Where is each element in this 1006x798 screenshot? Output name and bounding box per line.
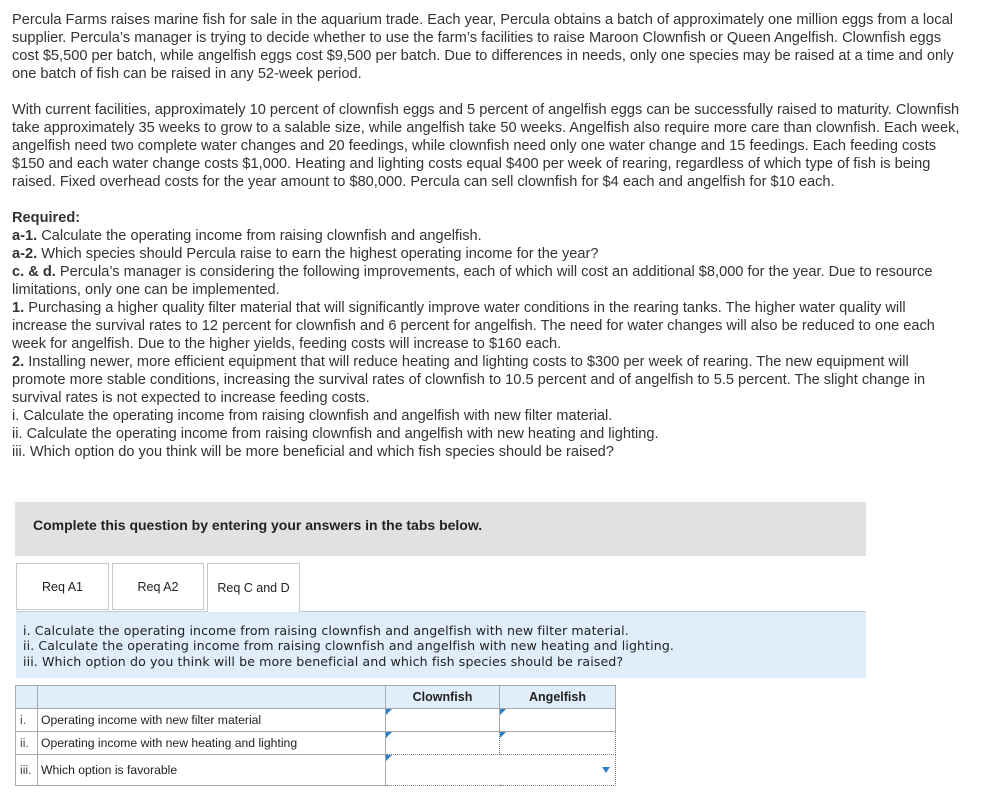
cd-label: c. & d. [12,264,56,280]
tab-instructions-panel [16,612,866,678]
required-section [12,209,962,461]
instruction-banner [15,502,866,556]
table-row [16,709,616,732]
item2-text: Installing newer, more efficient equipment that will reduce heating and lighting costs to $300 per week of rearing. The new equipment will promote more stable conditions, increasing the survival rates of clownfish to 10.5 percent and of angelfish to 5.5 percent. The slight change in survival rates is not expected to increase feeding costs. [12,354,926,406]
improvement-2 [12,353,962,407]
row-number: ii. [16,732,38,755]
filter-clownfish-input[interactable] [386,709,499,731]
table-header-row [16,686,616,709]
instruction-line-i: i. Calculate the operating income from raising clownfish and angelfish with new filter material. [23,623,629,638]
a1-label: a-1. [12,228,38,244]
filter-clownfish-cell [386,709,500,732]
tab-req-a1[interactable]: Req A1 [16,563,109,610]
required-a2 [12,245,962,263]
problem-paragraph-1: Percula Farms raises marine fish for sale in the aquarium trade. Each year, Percula obtains a batch of approximately one million eggs from a local supplier. Percula’s manager is trying to decide whether to use the farm’s facilities to raise Maroon Clownfish or Queen Angelfish. Clownfish eggs cost $5,500 per batch, while angelfish eggs cost $9,500 per batch. Due to differences in needs, only one species may be raised at a time and only one batch of fish can be raised in any 52-week period. [12,12,954,82]
row-number: i. [16,709,38,732]
header-angelfish: Angelfish [500,686,616,709]
cd-text: Percula’s manager is considering the following improvements, each of which will cost an additional $8,000 for the year. Due to resource limitations, only one can be implemented. [12,264,933,298]
row-label: Which option is favorable [38,755,386,786]
problem-text [12,11,962,461]
tab-bar [16,563,864,612]
favorable-option-select[interactable] [386,755,615,785]
problem-paragraph-2: With current facilities, approximately 10 percent of clownfish eggs and 5 percent of angelfish eggs can be successfully raised to maturity. Clownfish take approximately 35 weeks to grow to a salable size, while angelfish take 50 weeks. Angelfish also require more care than clownfish. Each week, angelfish need two complete water changes and 20 feedings, while clownfish need only one water change and 15 feedings. Each feeding costs $150 and each water change costs $1,000. Heating and lighting costs equal $400 per week of rearing, regardless of which type of fish is being raised. Fixed overhead costs for the year amount to $80,000. Percula can sell clownfish for $4 each and angelfish for $10 each. [12,102,960,190]
a2-label: a-2. [12,246,38,262]
item1-label: 1. [12,300,25,316]
tab-req-a2[interactable]: Req A2 [112,563,204,610]
table-row [16,755,616,786]
heating-angelfish-cell [500,732,616,755]
tab-req-c-and-d[interactable]: Req C and D [207,563,300,612]
row-label: Operating income with new filter material [38,709,386,732]
question-iii: iii. Which option do you think will be more beneficial and which fish species should be raised? [12,444,614,460]
table-row [16,732,616,755]
item1-text: Purchasing a higher quality filter material that will significantly improve water conditions in the rearing tanks. The higher water quality will increase the survival rates to 12 percent for clownfish and 6 percent for angelfish. The need for water changes will also be reduced to one each week for angelfish. Due to the higher yields, feeding costs will increase to $160 each. [12,300,935,352]
chevron-down-icon [602,767,610,773]
item2-label: 2. [12,354,25,370]
header-clownfish: Clownfish [386,686,500,709]
answer-table [15,685,616,786]
required-title: Required: [12,210,81,226]
required-a1 [12,227,962,245]
a2-text: Which species should Percula raise to earn the highest operating income for the year? [37,246,599,262]
heating-clownfish-input[interactable] [386,732,499,754]
row-label: Operating income with new heating and lighting [38,732,386,755]
header-blank-num [16,686,38,709]
question-i: i. Calculate the operating income from raising clownfish and angelfish with new filter material. [12,408,613,424]
filter-angelfish-input[interactable] [500,709,615,731]
required-cd [12,263,962,299]
filter-angelfish-cell [500,709,616,732]
instruction-line-iii: iii. Which option do you think will be more beneficial and which fish species should be raised? [23,654,624,669]
a1-text: Calculate the operating income from raising clownfish and angelfish. [37,228,482,244]
instruction-line-ii: ii. Calculate the operating income from raising clownfish and angelfish with new heating and lighting. [23,638,675,653]
header-blank-label [38,686,386,709]
favorable-option-cell [386,755,616,786]
improvement-1 [12,299,962,353]
question-ii: ii. Calculate the operating income from raising clownfish and angelfish with new heating and lighting. [12,426,659,442]
heating-clownfish-cell [386,732,500,755]
instruction-banner-text: Complete this question by entering your answers in the tabs below. [33,517,483,533]
row-number: iii. [16,755,38,786]
heating-angelfish-input[interactable] [500,732,615,754]
